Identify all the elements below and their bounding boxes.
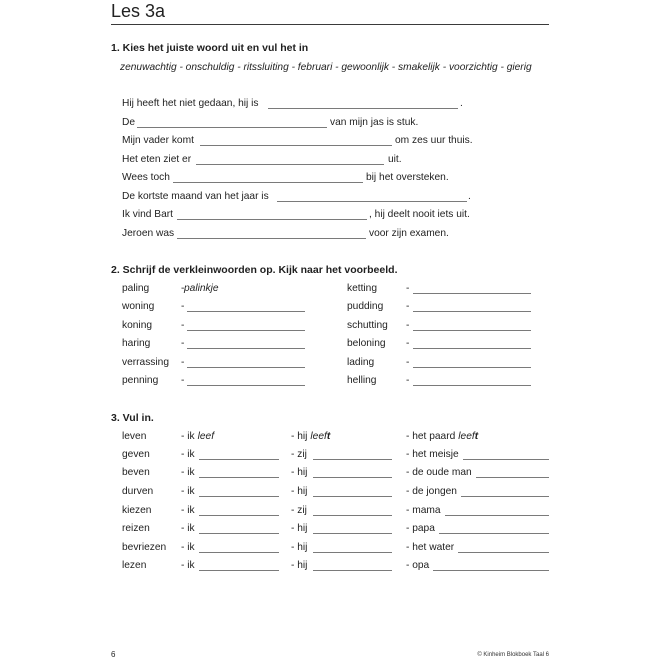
subject-cell: [406, 449, 549, 461]
pronoun: - zij: [291, 449, 307, 460]
pronoun: - ik: [181, 560, 195, 571]
answer-blank: [187, 348, 305, 349]
answer-blank: [313, 515, 392, 516]
dash: -: [406, 283, 410, 294]
example-answer: [458, 431, 478, 442]
answer-blank: [187, 330, 305, 331]
diminutive-row: [0, 301, 660, 313]
sentence-start: De kortste maand van het jaar is: [122, 191, 269, 202]
answer-blank: [476, 467, 549, 478]
answer-blank: [268, 108, 458, 109]
answer-blank: [413, 385, 531, 386]
sentence-row: [0, 154, 660, 166]
sentence-end: uit.: [388, 154, 402, 165]
subject: - de jongen: [406, 486, 457, 497]
answer-blank: [196, 164, 384, 165]
sentence-end: voor zijn examen.: [369, 228, 449, 239]
answer-blank: [199, 496, 279, 497]
base-word: woning: [122, 301, 155, 312]
base-word: haring: [122, 338, 151, 349]
dash: -: [181, 375, 185, 386]
answer-ending: t: [326, 431, 331, 442]
dash: -: [181, 338, 185, 349]
base-word: schutting: [347, 320, 388, 331]
answer-blank: [137, 127, 327, 128]
subject-cell: [406, 560, 549, 572]
conjugation-row: [0, 467, 660, 479]
dash: -: [181, 357, 185, 368]
conjugation-row: [0, 523, 660, 535]
answer-stem: leef: [310, 431, 327, 442]
subject: - papa: [406, 523, 435, 534]
diminutive-row: [0, 375, 660, 387]
conjugation-row: [0, 486, 660, 498]
sentence-start: Hij heeft het niet gedaan, hij is: [122, 98, 259, 109]
answer-blank: [313, 496, 392, 497]
sentence-start: Ik vind Bart: [122, 209, 173, 220]
answer-blank: [200, 145, 392, 146]
verb: geven: [122, 449, 150, 460]
verb: lezen: [122, 560, 147, 571]
sentence-row: [0, 135, 660, 147]
pronoun: - zij: [291, 505, 307, 516]
verb: kiezen: [122, 505, 152, 516]
subject: - mama: [406, 505, 441, 516]
base-word: ketting: [347, 283, 378, 294]
conjugation-row: [0, 542, 660, 554]
pronoun: - hij: [291, 431, 308, 442]
sentence-end: om zes uur thuis.: [395, 135, 473, 146]
answer-blank: [413, 367, 531, 368]
answer-blank: [313, 533, 392, 534]
page-number: 6: [111, 650, 116, 659]
example-answer: leef: [197, 431, 215, 442]
exercise-2-heading: 2. Schrijf de verkleinwoorden op. Kijk naar het voorbeeld.: [111, 264, 398, 276]
conjugation-row: [0, 431, 660, 443]
pronoun: - ik: [181, 505, 195, 516]
dash: -: [406, 320, 410, 331]
answer-blank: [463, 449, 549, 460]
pronoun: - ik: [181, 542, 195, 553]
sentence-start: Mijn vader komt: [122, 135, 194, 146]
sentence-end: .: [468, 191, 471, 202]
sentence-start: Het eten ziet er: [122, 154, 192, 165]
answer-blank: [173, 182, 363, 183]
third-person-cell: [291, 431, 330, 443]
verb: beven: [122, 467, 150, 478]
answer-blank: [187, 385, 305, 386]
diminutive-row: [0, 338, 660, 350]
answer-blank: [439, 523, 549, 534]
verb: durven: [122, 486, 154, 497]
base-word: penning: [122, 375, 159, 386]
subject: - het paard: [406, 431, 456, 442]
answer-blank: [313, 477, 392, 478]
answer-blank: [199, 552, 279, 553]
base-word: verrassing: [122, 357, 169, 368]
subject: - het water: [406, 542, 455, 553]
verb: reizen: [122, 523, 150, 534]
answer-blank: [199, 533, 279, 534]
answer-blank: [413, 348, 531, 349]
answer-blank: [187, 311, 305, 312]
verb: bevriezen: [122, 542, 167, 553]
exercise-3-heading: 3. Vul in.: [111, 412, 154, 424]
sentence-end: , hij deelt nooit iets uit.: [369, 209, 470, 220]
answer-blank: [413, 311, 531, 312]
dash: -: [181, 301, 185, 312]
pronoun: - ik: [181, 449, 195, 460]
base-word: paling: [122, 283, 150, 294]
base-word: lading: [347, 357, 375, 368]
first-person-cell: [181, 431, 214, 443]
pronoun: - hij: [291, 486, 308, 497]
subject-cell: [406, 431, 478, 443]
answer-blank: [413, 293, 531, 294]
conjugation-row: [0, 449, 660, 461]
title-divider: [111, 24, 549, 25]
diminutive-row: [0, 320, 660, 332]
dash: -: [406, 375, 410, 386]
pronoun: - hij: [291, 560, 308, 571]
diminutive-row: [0, 357, 660, 369]
pronoun: - ik: [181, 523, 195, 534]
subject: - opa: [406, 560, 430, 571]
subject-cell: [406, 542, 549, 554]
answer-blank: [433, 560, 549, 571]
pronoun: - ik: [181, 431, 195, 442]
subject-cell: [406, 505, 549, 517]
answer-blank: [187, 367, 305, 368]
base-word: helling: [347, 375, 377, 386]
subject-cell: [406, 467, 549, 479]
example-answer: palinkje: [184, 283, 219, 294]
base-word: pudding: [347, 301, 384, 312]
answer-blank: [445, 505, 549, 516]
subject: - de oude man: [406, 467, 472, 478]
subject-cell: [406, 486, 549, 498]
answer-blank: [177, 219, 367, 220]
lesson-title: Les 3a: [111, 1, 166, 21]
pronoun: - hij: [291, 542, 308, 553]
answer-stem: leef: [458, 431, 475, 442]
copyright-notice: © Kinheim Blokboek Taal 6: [477, 652, 549, 658]
answer-blank: [313, 459, 392, 460]
base-word: beloning: [347, 338, 386, 349]
sentence-start: Wees toch: [122, 172, 170, 183]
sentence-row: [0, 98, 660, 110]
pronoun: - hij: [291, 523, 308, 534]
sentence-end: .: [460, 98, 463, 109]
base-word: koning: [122, 320, 153, 331]
answer-blank: [199, 477, 279, 478]
answer-blank: [313, 552, 392, 553]
verb: leven: [122, 431, 147, 442]
answer-blank: [313, 570, 392, 571]
diminutive-row: [0, 283, 660, 295]
exercise-1-heading: 1. Kies het juiste woord uit en vul het in: [111, 42, 309, 54]
pronoun: - ik: [181, 467, 195, 478]
answer-blank: [199, 570, 279, 571]
answer-blank: [413, 330, 531, 331]
sentence-row: [0, 117, 660, 129]
dash: -: [181, 320, 185, 331]
answer-blank: [199, 459, 279, 460]
dash: -: [406, 338, 410, 349]
dash: -: [181, 283, 185, 294]
answer-blank: [461, 486, 549, 497]
dash: -: [406, 357, 410, 368]
sentence-row: [0, 172, 660, 184]
answer-ending: t: [474, 431, 479, 442]
sentence-start: Jeroen was: [122, 228, 175, 239]
answer-blank: [458, 542, 549, 553]
sentence-end: van mijn jas is stuk.: [330, 117, 419, 128]
subject: - het meisje: [406, 449, 459, 460]
word-bank: zenuwachtig - onschuldig - ritssluiting - februari - gewoonlijk - smakelijk - voorzichtig - gierig: [120, 62, 532, 73]
dash: -: [406, 301, 410, 312]
answer-blank: [199, 515, 279, 516]
pronoun: - ik: [181, 486, 195, 497]
answer-blank: [177, 238, 366, 239]
example-answer: [310, 431, 330, 442]
sentence-row: [0, 191, 660, 203]
pronoun: - hij: [291, 467, 308, 478]
subject-cell: [406, 523, 549, 535]
sentence-start: De: [122, 117, 136, 128]
conjugation-row: [0, 505, 660, 517]
sentence-row: [0, 228, 660, 240]
conjugation-row: [0, 560, 660, 572]
sentence-end: bij het oversteken.: [366, 172, 449, 183]
sentence-row: [0, 209, 660, 221]
answer-blank: [277, 201, 467, 202]
